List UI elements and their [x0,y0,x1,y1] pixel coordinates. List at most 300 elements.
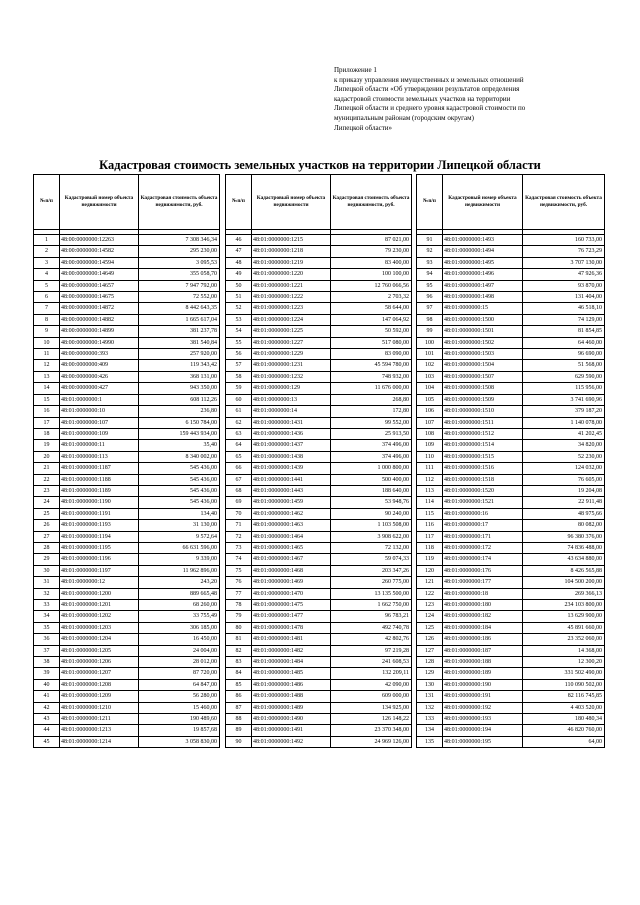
table-row [226,360,412,371]
cadastral-value: 3 741 690,96 [523,394,605,405]
row-number: 10 [34,337,60,348]
cadastral-number: 48:01:0000000:11 [60,440,139,451]
cadastral-number: 48:01:0000000:1477 [252,611,331,622]
table-row [417,600,605,611]
cadastral-number: 48:01:0000000:182 [443,611,523,622]
table-row [417,349,605,360]
cadastral-number: 48:01:0000000:1495 [443,257,523,268]
cadastral-number: 48:01:0000000:172 [443,542,523,553]
row-number: 36 [34,634,60,645]
cadastral-value: 97 219,28 [331,645,412,656]
table-row [34,634,220,645]
row-number: 130 [417,679,443,690]
cadastral-value: 4 403 520,00 [523,702,605,713]
cadastral-number: 48:01:0000000:129 [252,383,331,394]
cadastral-value: 260 775,00 [331,577,412,588]
cadastral-value: 134 925,00 [331,702,412,713]
cadastral-value: 79 230,00 [331,246,412,257]
table-row [34,531,220,542]
table-row [226,440,412,451]
table-row [226,611,412,622]
table-row [34,588,220,599]
row-number: 57 [226,360,252,371]
row-number: 3 [34,257,60,268]
table-row [226,588,412,599]
appendix-line: Приложение 1 [334,66,377,74]
row-number: 113 [417,485,443,496]
row-number: 120 [417,565,443,576]
table-row [417,497,605,508]
cadastral-value: 9 339,00 [139,554,220,565]
cadastral-number: 48:01:0000000:192 [443,702,523,713]
table-row [226,474,412,485]
table-row [417,292,605,303]
cadastral-number: 48:01:0000000:186 [443,634,523,645]
cadastral-value: 234 103 800,00 [523,600,605,611]
table-row [34,337,220,348]
cadastral-number: 48:01:0000000:1503 [443,349,523,360]
header-cadastral-value: Кадастровая стоимость объекта недвижимости, руб. [139,175,220,230]
cadastral-value: 82 116 745,85 [523,691,605,702]
table-row [226,622,412,633]
table-row [226,269,412,280]
cadastral-number: 48:01:0000000:1215 [252,235,331,246]
row-number: 33 [34,600,60,611]
row-number: 24 [34,497,60,508]
cadastral-number: 48:01:0000000:1494 [443,246,523,257]
row-number: 25 [34,508,60,519]
cadastral-value: 8 442 643,35 [139,303,220,314]
table-row [417,417,605,428]
cadastral-number: 48:01:0000000:1207 [60,668,139,679]
table-row [34,542,220,553]
cadastral-value: 8 340 002,00 [139,451,220,462]
cadastral-value: 47 926,36 [523,269,605,280]
cadastral-value: 52 230,00 [523,451,605,462]
row-number: 7 [34,303,60,314]
row-number: 131 [417,691,443,702]
cadastral-value: 257 920,00 [139,349,220,360]
header-cadastral-number: Кадастровый номер объекта недвижимости [60,175,139,230]
row-number: 26 [34,520,60,531]
row-number: 104 [417,383,443,394]
cadastral-value: 243,20 [139,577,220,588]
row-number: 68 [226,485,252,496]
row-number: 66 [226,463,252,474]
row-number: 35 [34,622,60,633]
table-row [34,428,220,439]
header-cadastral-number: Кадастровый номер объекта недвижимости [252,175,331,230]
cadastral-value: 96 380 376,00 [523,531,605,542]
table-row [34,360,220,371]
cadastral-value: 93 870,00 [523,280,605,291]
cadastral-value: 76 723,29 [523,246,605,257]
table-row [417,463,605,474]
row-number: 11 [34,349,60,360]
cadastral-value: 355 058,70 [139,269,220,280]
table-row [226,497,412,508]
table-row [226,394,412,405]
row-number: 122 [417,588,443,599]
table-row [417,303,605,314]
row-number: 114 [417,497,443,508]
cadastral-value: 14 368,00 [523,645,605,656]
cadastral-value: 374 496,00 [331,451,412,462]
cadastral-value: 33 755,49 [139,611,220,622]
cadastral-number: 48:01:0000000:1470 [252,588,331,599]
cadastral-number: 48:01:0000000:1469 [252,577,331,588]
table-row [34,725,220,736]
cadastral-value: 48 975,66 [523,508,605,519]
table-row [417,702,605,713]
cadastral-number: 48:01:0000000:176 [443,565,523,576]
cadastral-value: 1 140 078,00 [523,417,605,428]
cadastral-value: 64,00 [523,736,605,747]
row-number: 45 [34,736,60,747]
table-row [226,326,412,337]
table-row [34,714,220,725]
table-row [417,714,605,725]
cadastral-value: 42 090,00 [331,679,412,690]
cadastral-number: 48:01:0000000:1507 [443,371,523,382]
row-number: 135 [417,736,443,747]
cadastral-value: 64 847,00 [139,679,220,690]
row-number: 62 [226,417,252,428]
table-row [226,371,412,382]
cadastral-value: 83 400,00 [331,257,412,268]
table-row [226,337,412,348]
cadastral-value: 51 568,00 [523,360,605,371]
table-row [226,314,412,325]
cadastral-value: 7 308 346,34 [139,235,220,246]
cadastral-value: 609 000,00 [331,691,412,702]
table-row [34,280,220,291]
row-number: 92 [417,246,443,257]
row-number: 23 [34,485,60,496]
row-number: 85 [226,679,252,690]
row-number: 121 [417,577,443,588]
cadastral-value: 23 370 348,00 [331,725,412,736]
row-number: 65 [226,451,252,462]
row-number: 52 [226,303,252,314]
row-number: 119 [417,554,443,565]
cadastral-value: 99 552,00 [331,417,412,428]
cadastral-value: 295 230,00 [139,246,220,257]
cadastral-number: 48:01:0000000:1203 [60,622,139,633]
cadastral-value: 188 640,00 [331,485,412,496]
row-number: 99 [417,326,443,337]
cadastral-number: 48:01:0000000:1512 [443,428,523,439]
row-number: 129 [417,668,443,679]
cadastral-number: 48:01:0000000:1482 [252,645,331,656]
table-row [226,657,412,668]
row-number: 77 [226,588,252,599]
cadastral-value: 87 720,00 [139,668,220,679]
cadastral-number: 48:01:0000000:1222 [252,292,331,303]
cadastral-value: 13 629 900,00 [523,611,605,622]
table-row [34,474,220,485]
cadastral-number: 48:01:0000000:1208 [60,679,139,690]
cadastral-value: 545 436,00 [139,474,220,485]
row-number: 112 [417,474,443,485]
row-number: 46 [226,235,252,246]
cadastral-number: 48:01:0000000:1232 [252,371,331,382]
row-number: 76 [226,577,252,588]
row-number: 59 [226,383,252,394]
cadastral-number: 48:01:0000000:1223 [252,303,331,314]
cadastral-value: 374 496,00 [331,440,412,451]
cadastral-number: 48:00:0000000:14872 [60,303,139,314]
table-row [226,668,412,679]
table-row [417,337,605,348]
row-number: 64 [226,440,252,451]
cadastral-number: 48:01:0000000:1200 [60,588,139,599]
row-number: 126 [417,634,443,645]
cadastral-number: 48:00:0000000:14657 [60,280,139,291]
cadastral-value: 629 590,00 [523,371,605,382]
table-row [226,349,412,360]
cadastral-value: 74 129,00 [523,314,605,325]
cadastral-number: 48:01:0000000:1196 [60,554,139,565]
cadastral-number: 48:00:0000000:14882 [60,314,139,325]
cadastral-value: 58 644,00 [331,303,412,314]
row-number: 14 [34,383,60,394]
table-row [34,622,220,633]
table-row [226,417,412,428]
table-row [226,292,412,303]
cadastral-number: 48:01:0000000:1508 [443,383,523,394]
table-row [34,520,220,531]
table-row [226,428,412,439]
cadastral-number: 48:01:0000000:1515 [443,451,523,462]
document-title: Кадастровая стоимость земельных участков на территории Липецкой области [99,158,541,172]
row-number: 54 [226,326,252,337]
cadastral-value: 1 665 617,04 [139,314,220,325]
cadastral-number: 48:01:0000000:187 [443,645,523,656]
cadastral-number: 48:01:0000000:1439 [252,463,331,474]
table-row [34,303,220,314]
cadastral-number: 48:01:0000000:1497 [443,280,523,291]
table-row [226,702,412,713]
table-row [34,451,220,462]
row-number: 15 [34,394,60,405]
cadastral-value: 2 703,32 [331,292,412,303]
row-number: 128 [417,657,443,668]
table-row [417,474,605,485]
cadastral-number: 48:00:0000000:426 [60,371,139,382]
row-number: 127 [417,645,443,656]
row-number: 98 [417,314,443,325]
row-number: 97 [417,303,443,314]
cadastral-value: 24 004,00 [139,645,220,656]
row-number: 50 [226,280,252,291]
table-row [34,679,220,690]
table-row [34,394,220,405]
cadastral-value: 31 130,00 [139,520,220,531]
table-row [226,634,412,645]
row-number: 90 [226,736,252,747]
cadastral-value: 1 662 750,00 [331,600,412,611]
cadastral-table-3 [416,174,605,748]
cadastral-number: 48:01:0000000:1191 [60,508,139,519]
header-row [226,175,412,230]
row-number: 133 [417,714,443,725]
cadastral-number: 48:01:0000000:189 [443,668,523,679]
table-row [417,679,605,690]
row-number: 78 [226,600,252,611]
row-number: 34 [34,611,60,622]
table-row [34,645,220,656]
cadastral-number: 48:01:0000000:1224 [252,314,331,325]
table-row [34,463,220,474]
row-number: 94 [417,269,443,280]
cadastral-number: 48:01:0000000:1459 [252,497,331,508]
cadastral-number: 48:01:0000000:1504 [443,360,523,371]
cadastral-value: 545 436,00 [139,463,220,474]
row-number: 115 [417,508,443,519]
cadastral-value: 59 074,33 [331,554,412,565]
table-row [34,269,220,280]
table-row [417,406,605,417]
cadastral-value: 11 962 896,00 [139,565,220,576]
cadastral-value: 42 802,76 [331,634,412,645]
cadastral-number: 48:01:0000000:1475 [252,600,331,611]
cadastral-number: 48:01:0000000:1518 [443,474,523,485]
row-number: 100 [417,337,443,348]
table-row [417,736,605,747]
cadastral-number: 48:01:0000000:1489 [252,702,331,713]
row-number: 89 [226,725,252,736]
row-number: 42 [34,702,60,713]
table-row [226,485,412,496]
table-row [226,508,412,519]
cadastral-value: 748 932,00 [331,371,412,382]
cadastral-number: 48:01:0000000:1197 [60,565,139,576]
cadastral-number: 48:01:0000000:1195 [60,542,139,553]
table-row [417,246,605,257]
cadastral-number: 48:00:0000000:14649 [60,269,139,280]
table-row [417,394,605,405]
cadastral-number: 48:01:0000000:1514 [443,440,523,451]
cadastral-value: 8 426 565,88 [523,565,605,576]
row-number: 95 [417,280,443,291]
table-row [226,679,412,690]
cadastral-value: 74 836 488,00 [523,542,605,553]
appendix-line: Липецкой области «Об утверждении результатов определения [334,85,520,94]
cadastral-value: 53 948,76 [331,497,412,508]
table-row [34,691,220,702]
table-row [34,246,220,257]
header-num: №п/п [417,175,443,230]
cadastral-number: 48:01:0000000:1437 [252,440,331,451]
cadastral-number: 48:01:0000000:1205 [60,645,139,656]
cadastral-number: 48:01:0000000:191 [443,691,523,702]
table-row [417,691,605,702]
row-number: 38 [34,657,60,668]
table-row [417,451,605,462]
appendix-note [334,66,634,133]
table-row [34,292,220,303]
table-row [34,485,220,496]
table-row [417,371,605,382]
table-row [34,235,220,246]
row-number: 56 [226,349,252,360]
cadastral-number: 48:01:0000000:1227 [252,337,331,348]
cadastral-number: 48:01:0000000:17 [443,520,523,531]
cadastral-number: 48:01:0000000:190 [443,679,523,690]
cadastral-value: 1 000 800,00 [331,463,412,474]
table-row [417,280,605,291]
cadastral-number: 48:01:0000000:1221 [252,280,331,291]
cadastral-value: 1 103 508,00 [331,520,412,531]
cadastral-value: 56 280,00 [139,691,220,702]
cadastral-number: 48:00:0000000:12263 [60,235,139,246]
cadastral-number: 48:01:0000000:1206 [60,657,139,668]
cadastral-number: 48:01:0000000:1484 [252,657,331,668]
cadastral-value: 889 665,48 [139,588,220,599]
row-number: 49 [226,269,252,280]
table-row [34,326,220,337]
table-row [226,257,412,268]
row-number: 110 [417,451,443,462]
cadastral-number: 48:01:0000000:1201 [60,600,139,611]
cadastral-number: 48:01:0000000:1490 [252,714,331,725]
cadastral-value: 545 436,00 [139,497,220,508]
table-row [226,303,412,314]
header-num: №п/п [226,175,252,230]
row-number: 4 [34,269,60,280]
cadastral-number: 48:01:0000000:194 [443,725,523,736]
cadastral-value: 16 450,00 [139,634,220,645]
cadastral-value: 22 911,48 [523,497,605,508]
cadastral-value: 180 480,34 [523,714,605,725]
cadastral-number: 48:01:0000000:184 [443,622,523,633]
cadastral-number: 48:01:0000000:14 [252,406,331,417]
cadastral-value: 45 594 780,00 [331,360,412,371]
row-number: 80 [226,622,252,633]
table-row [417,542,605,553]
row-number: 132 [417,702,443,713]
row-number: 47 [226,246,252,257]
row-number: 32 [34,588,60,599]
row-number: 79 [226,611,252,622]
row-number: 81 [226,634,252,645]
cadastral-value: 132 209,11 [331,668,412,679]
cadastral-value: 236,80 [139,406,220,417]
cadastral-number: 48:01:0000000:1491 [252,725,331,736]
table-row [226,577,412,588]
cadastral-value: 608 112,26 [139,394,220,405]
cadastral-value: 500 400,00 [331,474,412,485]
cadastral-table-1 [33,174,220,748]
cadastral-number: 48:01:0000000:177 [443,577,523,588]
table-row [34,657,220,668]
cadastral-number: 48:01:0000000:1187 [60,463,139,474]
cadastral-number: 48:01:0000000:1465 [252,542,331,553]
row-number: 2 [34,246,60,257]
table-row [34,440,220,451]
cadastral-number: 48:01:0000000:1220 [252,269,331,280]
table-row [34,702,220,713]
row-number: 17 [34,417,60,428]
cadastral-number: 48:01:0000000:1498 [443,292,523,303]
row-number: 13 [34,371,60,382]
cadastral-value: 64 460,00 [523,337,605,348]
cadastral-number: 48:01:0000000:1438 [252,451,331,462]
cadastral-value: 368 131,00 [139,371,220,382]
cadastral-number: 48:01:0000000:1496 [443,269,523,280]
cadastral-value: 13 135 500,00 [331,588,412,599]
